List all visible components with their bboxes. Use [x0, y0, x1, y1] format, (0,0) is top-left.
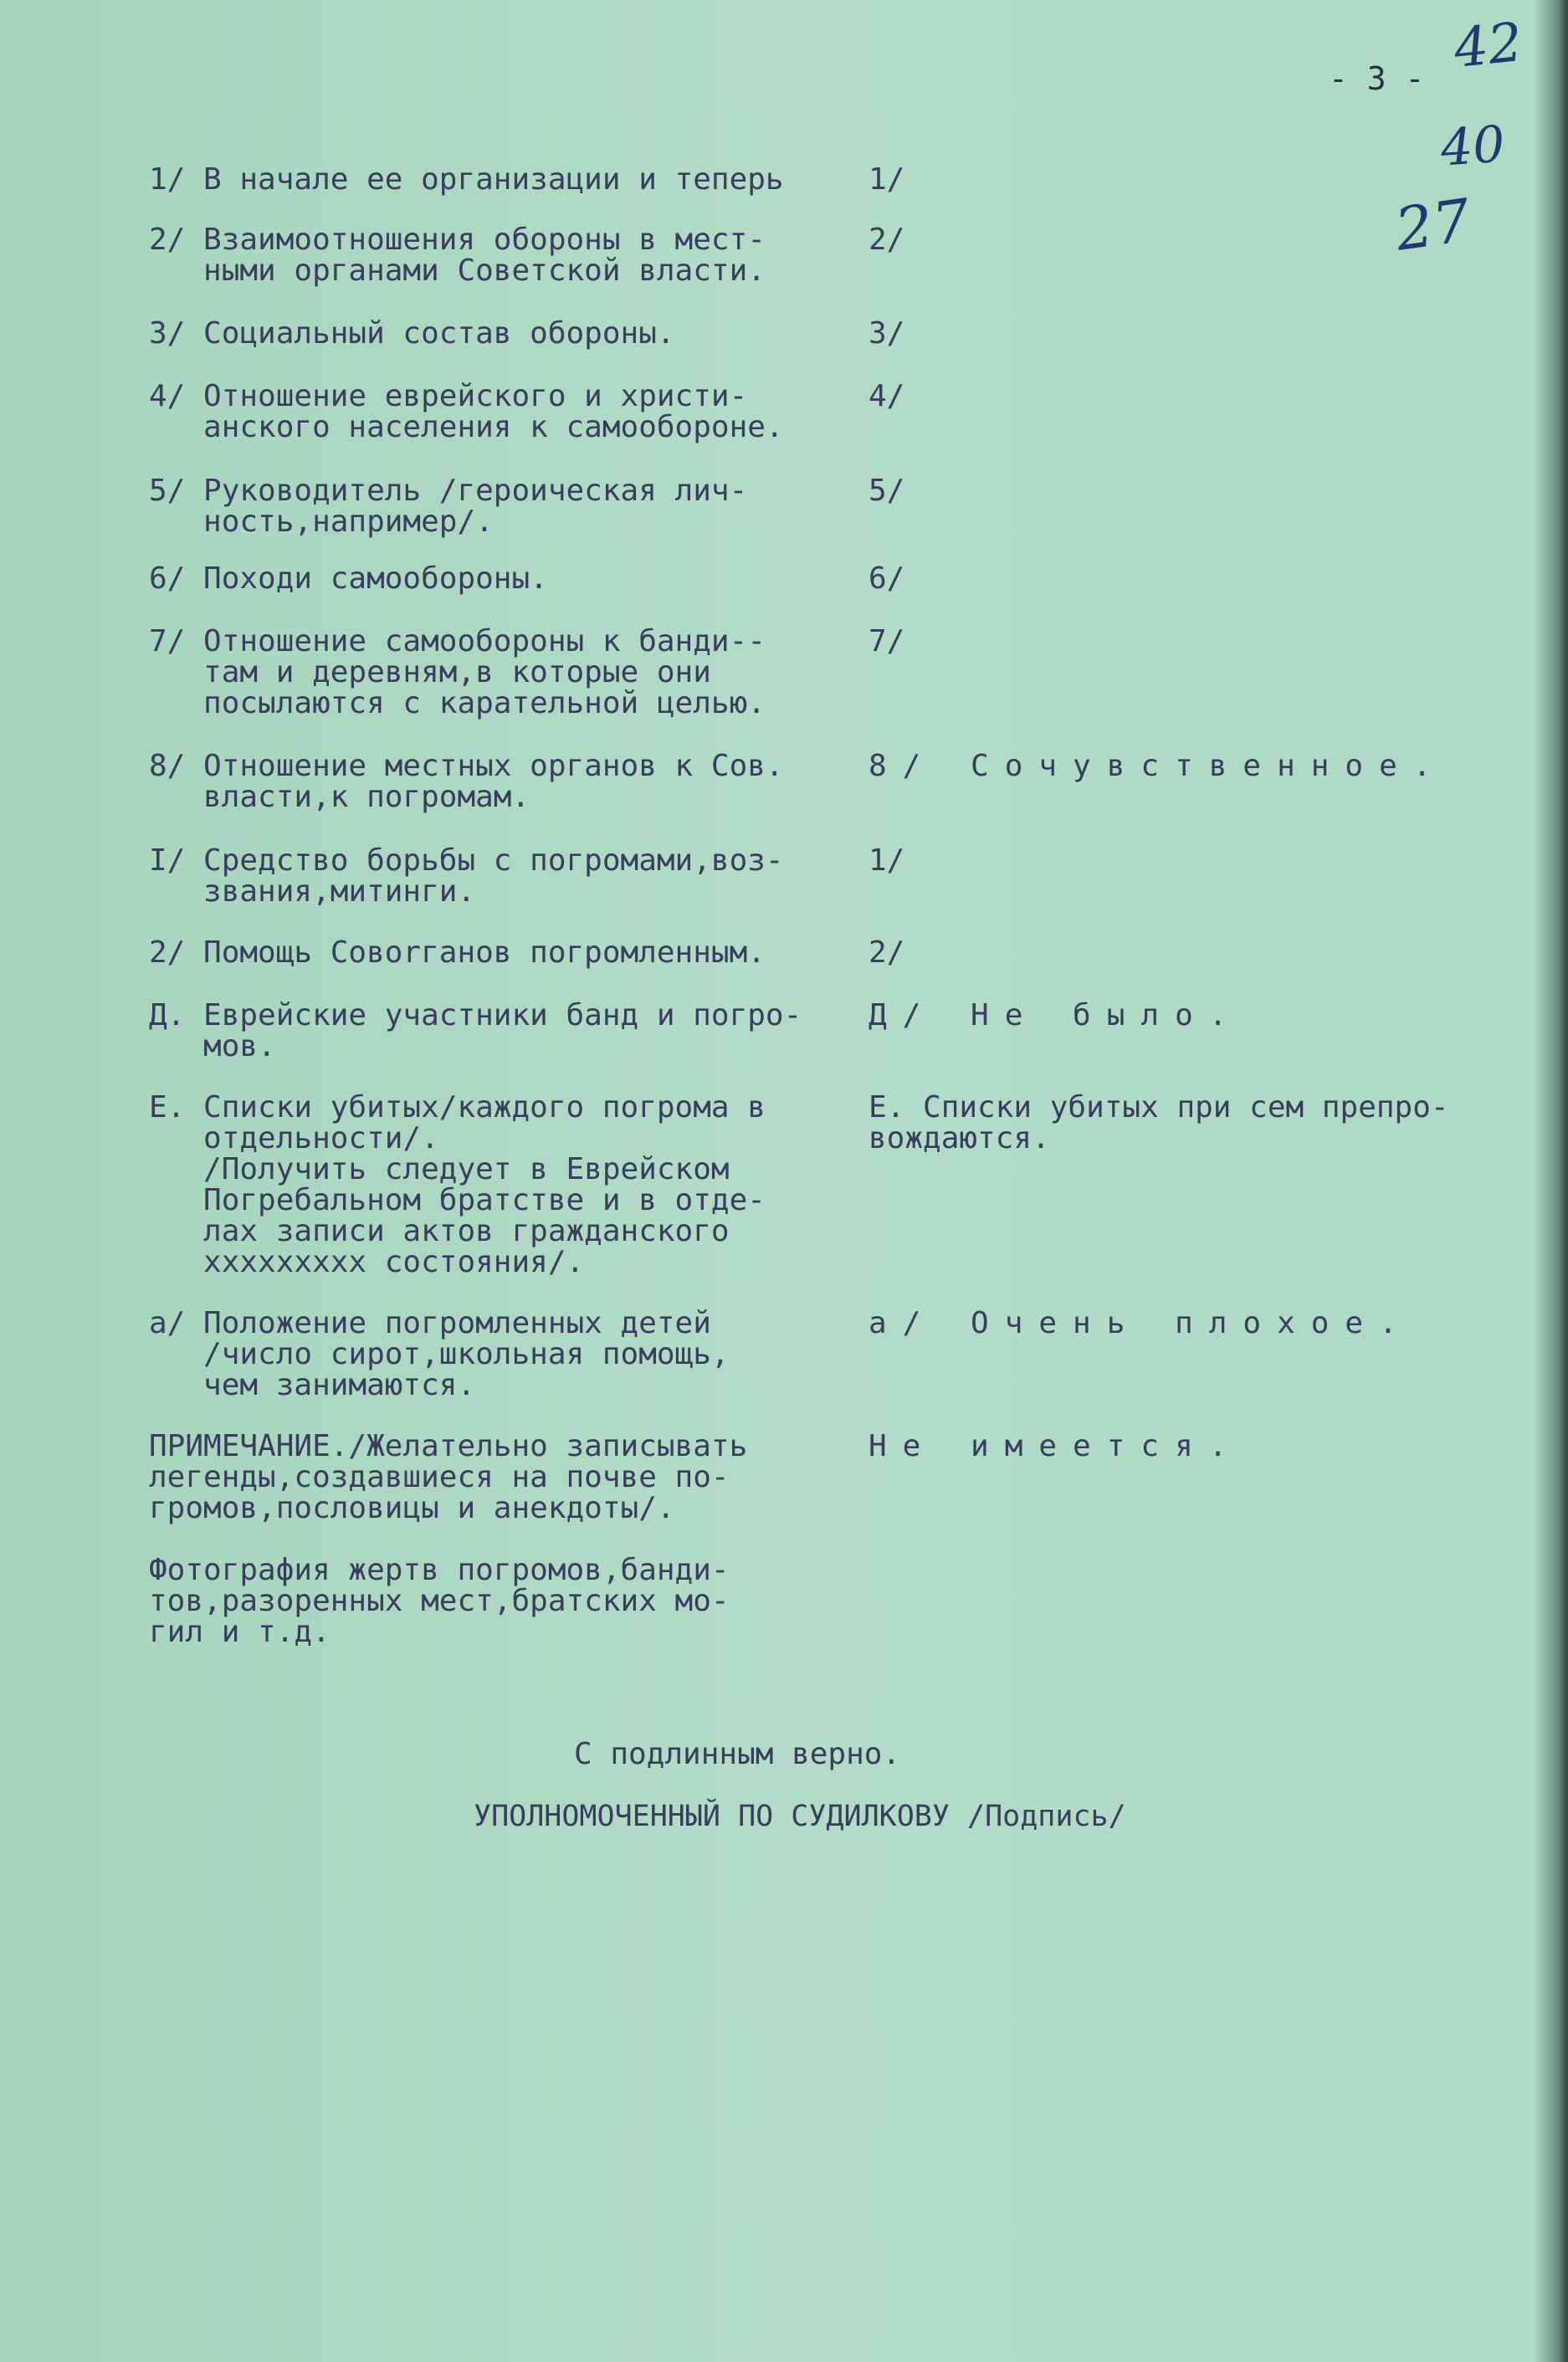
answer-8: 8/ Сочувственное. [869, 749, 1448, 783]
question-3: 3/ Социальный состав обороны. [149, 316, 675, 351]
certification-line: С подлинным верно. [574, 1737, 901, 1771]
page-number: - 3 - [1329, 60, 1425, 97]
folio-number-2: 40 [1438, 115, 1507, 178]
question-8: 8/ Отношение местных органов к Сов. власти,к погромам. [149, 749, 784, 814]
page-edge-shadow [1535, 0, 1568, 2362]
answer-7: 7/ [869, 624, 905, 658]
answer-e: Е. Списки убитых при сем препро- вождаются. [869, 1090, 1449, 1155]
answer-i1: 1/ [869, 843, 905, 878]
question-d: Д. Еврейские участники банд и погро- мов. [149, 998, 802, 1063]
question-4: 4/ Отношение еврейского и христи- анского населения к самообороне. [149, 379, 784, 444]
answer-a: а/ Очень плохое. [869, 1306, 1413, 1340]
answer-d: Д/ Не было. [869, 998, 1243, 1032]
folio-number-3: 27 [1391, 186, 1475, 264]
question-7: 7/ Отношение самообороны к банди-- там и деревням,в которые они посылаются с карательной целью. [149, 624, 766, 720]
signatory-line: УПОЛНОМОЧЕННЫЙ ПО СУДИЛКОВУ /Подпись/ [474, 1800, 1126, 1833]
folio-number-1: 42 [1451, 11, 1526, 81]
answer-2: 2/ [869, 223, 905, 257]
question-5: 5/ Руководитель /героическая лич- ность,например/. [149, 474, 748, 539]
answer-6: 6/ [869, 561, 905, 596]
note-answer: Не имеется. [869, 1429, 1243, 1463]
answer-4: 4/ [869, 379, 905, 413]
question-1: 1/ В начале ее организации и теперь [149, 162, 784, 197]
question-i2: 2/ Помощь Совorганов погромленным. [149, 935, 766, 970]
question-e: Е. Списки убитых/каждого погрома в отдельности/. /Получить следует в Еврейском Погребальном братстве и в отде- лах записи актов гражданского xxxxxxxxx состояния/. [149, 1090, 766, 1279]
note: ПРИМЕЧАНИЕ./Желательно записывать легенды,создавшиеся на почве по- громов,пословицы и анекдоты/. [149, 1429, 748, 1525]
question-i1: I/ Средство борьбы с погромами,воз- звания,митинги. [149, 843, 784, 909]
question-2: 2/ Взаимоотношения обороны в мест- ными органами Советской власти. [149, 223, 766, 288]
question-6: 6/ Походи самообороны. [149, 561, 548, 596]
photo-note: Фотография жертв погромов,банди- тов,разоренных мест,братских мо- гил и т.д. [149, 1553, 730, 1649]
answer-i2: 2/ [869, 935, 905, 970]
question-a: а/ Положение погромленных детей /число сирот,школьная помощь, чем занимаются. [149, 1306, 730, 1402]
answer-3: 3/ [869, 316, 905, 351]
answer-1: 1/ [869, 162, 905, 197]
answer-5: 5/ [869, 474, 905, 508]
